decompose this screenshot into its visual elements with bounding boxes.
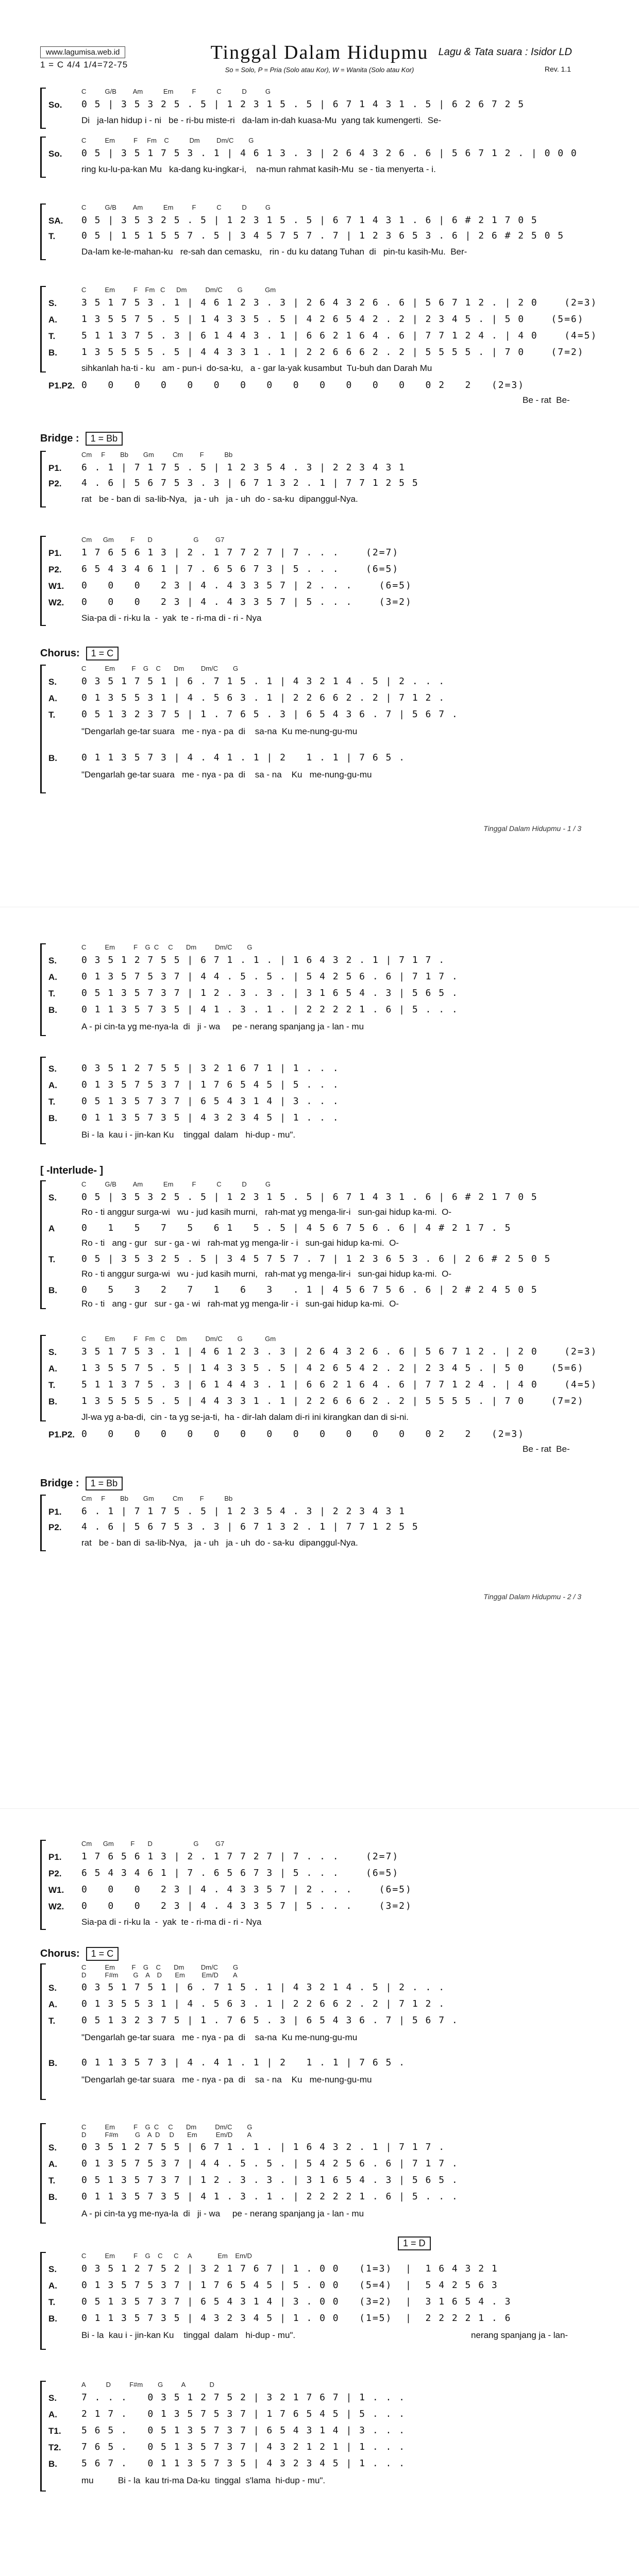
bridge-label: Bridge : 1 = Bb	[40, 1477, 123, 1490]
system-interlude-2	[40, 1335, 598, 1459]
notation: 5 1 1 3 7 5 . 3 | 6 1 4 4 3 . 1 | 6 6 2 1 6 4 . 6 | 7 7 1 2 4 . | 4 0 (4=5)	[81, 1379, 598, 1390]
chord-line: C G/B Am Em F C D G	[81, 88, 271, 95]
notation: 1 3 5 5 5 5 . 5 | 4 4 3 3 1 . 1 | 2 2 6 6 6 2 . 2 | 5 5 5 5 . | 7 0 (7=2)	[81, 347, 584, 358]
bridge-label: Bridge : 1 = Bb	[40, 432, 123, 446]
voice-label: So.	[48, 100, 62, 110]
notation: 2 1 7 . 0 1 3 5 7 5 3 7 | 1 7 6 5 4 5 | 5 . . .	[81, 2409, 406, 2419]
voice-label: A.	[48, 972, 57, 982]
voice-label: T.	[48, 2297, 56, 2307]
voice-label: P1.	[48, 1852, 62, 1862]
notation: 1 3 5 5 5 5 . 5 | 4 4 3 3 1 . 1 | 2 2 6 6 6 2 . 2 | 5 5 5 5 . | 7 0 (7=2)	[81, 1396, 584, 1406]
notation: 0 5 | 3 5 3 2 5 . 5 | 1 2 3 1 5 . 5 | 6 7 1 4 3 1 . 6 | 6 # 2 1 7 0 5	[81, 215, 538, 226]
system-chorus-5	[40, 2123, 591, 2224]
chord-line: Cm Gm F D G G7	[81, 536, 225, 544]
key-box: 1 = C	[86, 1947, 119, 1961]
voice-label: P1.	[48, 1507, 62, 1517]
system-interlude-1	[40, 1180, 591, 1309]
notation: 0 5 1 3 5 7 3 7 | 1 2 . 3 . 3 . | 3 1 6 5 4 . 3 | 5 6 5 .	[81, 2175, 459, 2185]
notation: 0 5 1 3 5 7 3 7 | 6 5 4 3 1 4 | 3 . 0 0 (3=2) | 3 1 6 5 4 . 3	[81, 2296, 512, 2307]
system-bridge-3	[40, 1495, 591, 1551]
voice-label: T2.	[48, 2443, 61, 2452]
notation: 0 1 1 3 5 7 3 5 | 4 3 2 3 4 5 | 1 . 0 0 (1=5) | 2 2 2 2 1 . 6	[81, 2313, 512, 2324]
voice-label: S.	[48, 1983, 57, 1993]
notation: 0 5 1 3 2 3 7 5 | 1 . 7 6 5 . 3 | 6 5 4 3 6 . 7 | 5 6 7 .	[81, 709, 459, 720]
notation: 1 7 6 5 6 1 3 | 2 . 1 7 7 2 7 | 7 . . . (2=7)	[81, 547, 399, 558]
notation: 6 . 1 | 7 1 7 5 . 5 | 1 2 3 5 4 . 3 | 2 2 3 4 3 1	[81, 462, 406, 473]
chord-line: Cm F Bb Gm Cm F Bb	[81, 451, 233, 459]
notation: 0 5 1 3 2 3 7 5 | 1 . 7 6 5 . 3 | 6 5 4 3 6 . 7 | 5 6 7 .	[81, 2015, 459, 2026]
lyrics: Be - rat Be-	[523, 1444, 570, 1454]
lyrics: Ro - ti anggur surga-wi wu - jud kasih murni, rah-mat yg menga-lir-i sun-gai hidup ka-mi. O-	[81, 1269, 452, 1279]
key-box-coda: 1 = D	[398, 2236, 431, 2250]
voice-label: A.	[48, 1999, 57, 2009]
voice-label: T.	[48, 1097, 56, 1107]
voice-label: B.	[48, 1005, 57, 1015]
system-coda	[40, 2381, 591, 2492]
lyrics: A - pi cin-ta yg me-nya-la di ji - wa pe - nerang spanjang ja - lan - mu	[81, 1022, 364, 1031]
page-1	[0, 0, 639, 881]
voice-label: B.	[48, 2058, 57, 2068]
voice-label: W2.	[48, 1902, 64, 1911]
voice-label: T.	[48, 2176, 56, 2185]
chord-line: C G/B Am Em F C D G	[81, 1180, 271, 1188]
voice-label: T.	[48, 1380, 56, 1390]
notation: 3 5 1 7 5 3 . 1 | 4 6 1 2 3 . 3 | 2 6 4 3 2 6 . 6 | 5 6 7 1 2 . | 2 0 (2=3)	[81, 1346, 598, 1357]
voice-label: T.	[48, 231, 56, 241]
key-box: 1 = Bb	[86, 432, 123, 446]
chord-line: C Em F Fm C Dm Dm/C G Gm	[81, 1335, 276, 1343]
revision: Rev. 1.1	[544, 65, 571, 73]
chord-line: C Em F G C C A Em Em/D	[81, 2252, 252, 2260]
notation: 0 1 1 3 5 7 3 | 4 . 4 1 . 1 | 2 1 . 1 | 7 6 5 .	[81, 752, 406, 763]
voice-label: S.	[48, 2264, 57, 2274]
voice-label: A.	[48, 2159, 57, 2169]
system-bridge-4	[40, 1840, 591, 1930]
voice-label: P2.	[48, 479, 62, 488]
notation: 0 1 3 5 7 5 3 7 | 1 7 6 5 4 5 | 5 . . .	[81, 1079, 340, 1090]
chord-line: C Em F Fm C Dm Dm/C G	[81, 137, 254, 144]
voice-label: B.	[48, 1285, 57, 1295]
voice-label: A.	[48, 315, 57, 325]
voice-label: So.	[48, 149, 62, 159]
author: Lagu & Tata suara : Isidor LD	[438, 46, 572, 58]
chorus-label: Chorus: 1 = C	[40, 1947, 119, 1961]
lyrics: Di ja-lan hidup i - ni be - ri-bu miste-ri da-lam in-dah kuasa-Mu yang tak kumengerti. Se-	[81, 115, 442, 125]
page-footer: Tinggal Dalam Hidupmu - 2 / 3	[483, 1592, 581, 1601]
notation: 0 1 1 3 5 7 3 | 4 . 4 1 . 1 | 2 1 . 1 | 7 6 5 .	[81, 2057, 406, 2068]
lyrics: "Dengarlah ge-tar suara me - nya - pa di sa-na Ku me-nung-gu-mu	[81, 2032, 358, 2042]
voice-label: B.	[48, 1113, 57, 1123]
voice-label: P2.	[48, 565, 62, 574]
notation: 0 0 0 2 3 | 4 . 4 3 3 5 7 | 2 . . . (6=5)	[81, 580, 412, 591]
voice-label: P2.	[48, 1869, 62, 1878]
key-box: 1 = Bb	[86, 1477, 123, 1490]
notation: 0 1 5 7 5 6 1 5 . 5 | 4 5 6 7 5 6 . 6 | 4 # 2 1 7 . 5	[81, 1223, 512, 1233]
chord-line: C G/B Am Em F C D G	[81, 204, 271, 211]
system-chorus-3	[40, 1057, 591, 1144]
voice-label: S.	[48, 1064, 57, 1074]
notation: 0 3 5 1 2 7 5 2 | 3 2 1 7 6 7 | 1 . 0 0 (1=3) | 1 6 4 3 2 1	[81, 2263, 498, 2274]
lyrics: Sia-pa di - ri-ku la - yak te - ri-ma di - ri - Nya	[81, 613, 262, 623]
voice-label: P1.P2.	[48, 1430, 75, 1439]
notation: 0 3 5 1 2 7 5 5 | 6 7 1 . 1 . | 1 6 4 3 2 . 1 | 7 1 7 .	[81, 955, 446, 965]
system-chorus-6	[40, 2252, 591, 2350]
voice-label: B.	[48, 1397, 57, 1406]
notation: 0 3 5 1 7 5 1 | 6 . 7 1 5 . 1 | 4 3 2 1 4 . 5 | 2 . . .	[81, 1982, 446, 1993]
voice-label: W1.	[48, 581, 64, 591]
voice-label: B.	[48, 348, 57, 358]
system-chorus-1	[40, 665, 591, 793]
notation: 0 5 | 3 5 3 2 5 . 5 | 3 4 5 7 5 7 . 7 | 1 2 3 6 5 3 . 6 | 2 6 # 2 5 0 5	[81, 1253, 551, 1264]
chorus-label: Chorus: 1 = C	[40, 647, 119, 660]
notation: 5 6 5 . 0 5 1 3 5 7 3 7 | 6 5 4 3 1 4 | 3 . . .	[81, 2425, 406, 2436]
voice-label: S.	[48, 2393, 57, 2403]
voice-label: A.	[48, 1080, 57, 1090]
lyrics: "Dengarlah ge-tar suara me - nya - pa di sa-na Ku me-nung-gu-mu	[81, 726, 358, 736]
notation: 1 7 6 5 6 1 3 | 2 . 1 7 7 2 7 | 7 . . . (2=7)	[81, 1851, 399, 1862]
chord-line: C Em F G C C Dm Dm/C G	[81, 2123, 253, 2131]
voice-label: P1.	[48, 548, 62, 558]
notation: 7 6 5 . 0 5 1 3 5 7 3 7 | 4 3 2 1 2 1 | 1 . . .	[81, 2442, 406, 2452]
lyrics: "Dengarlah ge-tar suara me - nya - pa di sa - na Ku me-nung-gu-mu	[81, 2075, 372, 2084]
page-title: Tinggal Dalam Hidupmu	[210, 42, 429, 63]
notation: 0 1 1 3 5 7 3 5 | 4 1 . 3 . 1 . | 2 2 2 2 1 . 6 | 5 . . .	[81, 1004, 459, 1015]
chord-line: A D F#m G A D	[81, 2381, 214, 2388]
voice-label: T1.	[48, 2426, 61, 2436]
notation: 1 3 5 5 7 5 . 5 | 1 4 3 3 5 . 5 | 4 2 6 5 4 2 . 2 | 2 3 4 5 . | 5 0 (5=6)	[81, 1363, 584, 1374]
voice-label: P2.	[48, 1522, 62, 1532]
notation: 0 0 0 2 3 | 4 . 4 3 3 5 7 | 5 . . . (3=2)	[81, 1901, 412, 1911]
voice-label: S.	[48, 956, 57, 965]
lyrics: mu Bi - la kau tri-ma Da-ku tinggal s'lama hi-dup - mu".	[81, 2476, 326, 2485]
page-3	[0, 1808, 639, 2576]
voice-label: A.	[48, 1364, 57, 1374]
site-url: www.lagumisa.web.id	[40, 46, 125, 58]
voice-label: T.	[48, 710, 56, 720]
notation: 0 3 5 1 2 7 5 5 | 6 7 1 . 1 . | 1 6 4 3 2 . 1 | 7 1 7 .	[81, 2142, 446, 2153]
notation: 0 1 3 5 7 5 3 7 | 4 4 . 5 . 5 . | 5 4 2 5 6 . 6 | 7 1 7 .	[81, 971, 459, 982]
lyrics: Ro - ti anggur surga-wi wu - jud kasih murni, rah-mat yg menga-lir-i sun-gai hidup ka-mi. O-	[81, 1207, 452, 1217]
notation: 0 5 1 3 5 7 3 7 | 1 2 . 3 . 3 . | 3 1 6 5 4 . 3 | 5 6 5 .	[81, 988, 459, 998]
notation: 6 5 4 3 4 6 1 | 7 . 6 5 6 7 3 | 5 . . . (6=5)	[81, 564, 399, 574]
system-bridge-1	[40, 451, 591, 507]
notation: 0 1 3 5 7 5 3 7 | 1 7 6 5 4 5 | 5 . 0 0 (5=4) | 5 4 2 5 6 3	[81, 2280, 498, 2291]
notation: 0 1 3 5 5 3 1 | 4 . 5 6 3 . 1 | 2 2 6 6 2 . 2 | 7 1 2 .	[81, 1998, 446, 2009]
voice-label: S.	[48, 1193, 57, 1202]
voice-label: T.	[48, 989, 56, 998]
chord-line: C Em F Fm C Dm Dm/C G Gm	[81, 286, 276, 294]
voice-label: W2.	[48, 598, 64, 607]
notation: 0 3 5 1 2 7 5 5 | 3 2 1 6 7 1 | 1 . . .	[81, 1063, 340, 1074]
voice-label: S.	[48, 1347, 57, 1357]
voice-label: P1.P2.	[48, 381, 75, 391]
chord-line-alt: D F#m G A D D Em Em/D A	[81, 2131, 252, 2139]
lyrics: "Dengarlah ge-tar suara me - nya - pa di sa - na Ku me-nung-gu-mu	[81, 770, 372, 779]
lyrics: Sia-pa di - ri-ku la - yak te - ri-ma di - ri - Nya	[81, 1917, 262, 1927]
notation: 0 5 | 1 5 1 5 5 7 . 5 | 3 4 5 7 5 7 . 7 | 1 2 3 6 5 3 . 6 | 2 6 # 2 5 0 5	[81, 230, 565, 241]
lyrics: rat be - ban di sa-lib-Nya, ja - uh ja - uh do - sa-ku dipanggul-Nya.	[81, 494, 358, 504]
key-tempo: 1 = C 4/4 1/4=72-75	[40, 60, 128, 70]
voice-label: B.	[48, 2459, 57, 2469]
chord-line-alt: D F#m G A D Em Em/D A	[81, 1971, 238, 1979]
lyrics: rat be - ban di sa-lib-Nya, ja - uh ja - uh do - sa-ku dipanggul-Nya.	[81, 1538, 358, 1548]
notation: 0 3 5 1 7 5 1 | 6 . 7 1 5 . 1 | 4 3 2 1 4 . 5 | 2 . . .	[81, 676, 446, 687]
notation: 0 0 0 0 0 0 0 0 0 0 0 0 0 0 2 2 (2=3)	[81, 380, 525, 391]
voice-label: A.	[48, 2281, 57, 2291]
notation: 0 1 1 3 5 7 3 5 | 4 3 2 3 4 5 | 1 . . .	[81, 1112, 340, 1123]
voice-legend: So = Solo, P = Pria (Solo atau Kor), W = Wanita (Solo atau Kor)	[225, 66, 414, 74]
notation: 0 1 3 5 7 5 3 7 | 4 4 . 5 . 5 . | 5 4 2 5 6 . 6 | 7 1 7 .	[81, 2158, 459, 2169]
system-solo-2	[40, 137, 591, 178]
lyrics: Be - rat Be-	[523, 395, 570, 405]
voice-label: B.	[48, 2192, 57, 2202]
lyrics: Da-lam ke-le-mahan-ku re-sah dan cemasku, rin - du ku datang Tuhan di pin-tu kasih-Mu. Ber-	[81, 247, 467, 257]
notation: 4 . 6 | 5 6 7 5 3 . 3 | 6 7 1 3 2 . 1 | 7 7 1 2 5 5	[81, 478, 419, 488]
notation: 4 . 6 | 5 6 7 5 3 . 3 | 6 7 1 3 2 . 1 | 7 7 1 2 5 5	[81, 1521, 419, 1532]
voice-label: T.	[48, 2016, 56, 2026]
notation: 5 1 1 3 7 5 . 3 | 6 1 4 4 3 . 1 | 6 6 2 1 6 4 . 6 | 7 7 1 2 4 . | 4 0 (4=5)	[81, 330, 598, 341]
notation: 0 5 | 3 5 3 2 5 . 5 | 1 2 3 1 5 . 5 | 6 7 1 4 3 1 . 5 | 6 2 6 7 2 5	[81, 99, 525, 110]
voice-label: A.	[48, 693, 57, 703]
notation: 0 1 1 3 5 7 3 5 | 4 1 . 3 . 1 . | 2 2 2 2 1 . 6 | 5 . . .	[81, 2191, 459, 2202]
lyrics: Ro - ti ang - gur sur - ga - wi rah-mat yg menga-lir - i sun-gai hidup ka-mi. O-	[81, 1299, 399, 1309]
notation: 3 5 1 7 5 3 . 1 | 4 6 1 2 3 . 3 | 2 6 4 3 2 6 . 6 | 5 6 7 1 2 . | 2 0 (2=3)	[81, 297, 598, 308]
notation: 0 5 | 3 5 3 2 5 . 5 | 1 2 3 1 5 . 5 | 6 7 1 4 3 1 . 6 | 6 # 2 1 7 0 5	[81, 1192, 538, 1202]
chord-line: C Em F G C Dm Dm/C G	[81, 665, 239, 672]
notation: 5 6 7 . 0 1 1 3 5 7 3 5 | 4 3 2 3 4 5 | 1 . . .	[81, 2458, 406, 2469]
lyrics: ring ku-lu-pa-kan Mu ka-dang ku-ingkar-i, na-mun rahmat kasih-Mu se - tia menyerta - i.	[81, 164, 436, 174]
voice-label: B.	[48, 753, 57, 763]
lyrics: Bi - la kau i - jin-kan Ku tinggal dalam hi-dup - mu".	[81, 2330, 296, 2340]
voice-label: A.	[48, 2410, 57, 2419]
notation: 0 1 3 5 5 3 1 | 4 . 5 6 3 . 1 | 2 2 6 6 2 . 2 | 7 1 2 .	[81, 692, 446, 703]
voice-label: T.	[48, 331, 56, 341]
page-footer: Tinggal Dalam Hidupmu - 1 / 3	[483, 824, 581, 833]
voice-label: S.	[48, 2143, 57, 2153]
chord-line: C Em F G C Dm Dm/C G	[81, 1963, 239, 1971]
lyrics: A - pi cin-ta yg me-nya-la di ji - wa pe - nerang spanjang ja - lan - mu	[81, 2209, 364, 2218]
system-chorus-4	[40, 1963, 591, 2100]
key-box: 1 = C	[86, 647, 119, 660]
voice-label: SA.	[48, 216, 63, 226]
voice-label: S.	[48, 677, 57, 687]
notation: 0 0 0 2 3 | 4 . 4 3 3 5 7 | 5 . . . (3=2)	[81, 597, 412, 607]
notation: 0 0 0 2 3 | 4 . 4 3 3 5 7 | 2 . . . (6=5)	[81, 1884, 412, 1895]
system-bridge-2	[40, 536, 591, 626]
system-solo-1	[40, 88, 591, 129]
notation: 0 5 3 2 7 1 6 3 . 1 | 4 5 6 7 5 6 . 6 | 2 # 2 4 5 0 5	[81, 1284, 538, 1295]
page-2	[0, 907, 639, 1788]
voice-label: S.	[48, 298, 57, 308]
lyrics: Ro - ti ang - gur sur - ga - wi rah-mat yg menga-lir - i sun-gai hidup ka-mi. O-	[81, 1238, 399, 1248]
notation: 0 0 0 0 0 0 0 0 0 0 0 0 0 0 2 2 (2=3)	[81, 1429, 525, 1439]
interlude-label: [ -Interlude- ]	[40, 1165, 104, 1176]
voice-label: B.	[48, 2314, 57, 2324]
system-satb-1	[40, 286, 598, 410]
chord-line: C Em F G C C Dm Dm/C G	[81, 943, 253, 951]
notation: 7 . . . 0 3 5 1 2 7 5 2 | 3 2 1 7 6 7 | 1 . . .	[81, 2392, 406, 2403]
chord-line: Cm F Bb Gm Cm F Bb	[81, 1495, 233, 1502]
chord-line: Cm Gm F D G G7	[81, 1840, 225, 1848]
notation: 1 3 5 5 7 5 . 5 | 1 4 3 3 5 . 5 | 4 2 6 5 4 2 . 2 | 2 3 4 5 . | 5 0 (5=6)	[81, 314, 584, 325]
notation: 6 5 4 3 4 6 1 | 7 . 6 5 6 7 3 | 5 . . . (6=5)	[81, 1868, 399, 1878]
lyrics: Bi - la kau i - jin-kan Ku tinggal dalam hi-dup - mu".	[81, 1130, 296, 1140]
system-chorus-2	[40, 943, 591, 1036]
voice-label: A	[48, 1224, 55, 1233]
voice-label: P1.	[48, 463, 62, 473]
notation: 0 5 | 3 5 1 7 5 3 . 1 | 4 6 1 3 . 3 | 2 6 4 3 2 6 . 6 | 5 6 7 1 2 . | 0 0 0	[81, 148, 578, 159]
system-sa-t	[40, 204, 591, 260]
lyrics: nerang spanjang ja - lan-	[471, 2330, 568, 2340]
voice-label: T.	[48, 1255, 56, 1264]
voice-label: W1.	[48, 1885, 64, 1895]
lyrics: Jl-wa yg a-ba-di, cin - ta yg se-ja-ti, ha - dir-lah dalam di-ri ini kirangkan dan di si-ni.	[81, 1412, 409, 1422]
notation: 6 . 1 | 7 1 7 5 . 5 | 1 2 3 5 4 . 3 | 2 2 3 4 3 1	[81, 1506, 406, 1517]
notation: 0 5 1 3 5 7 3 7 | 6 5 4 3 1 4 | 3 . . .	[81, 1096, 340, 1107]
lyrics: sihkanlah ha-ti - ku am - pun-i do-sa-ku, a - gar la-yak kusambut Tu-buh dan Darah Mu	[81, 363, 432, 373]
